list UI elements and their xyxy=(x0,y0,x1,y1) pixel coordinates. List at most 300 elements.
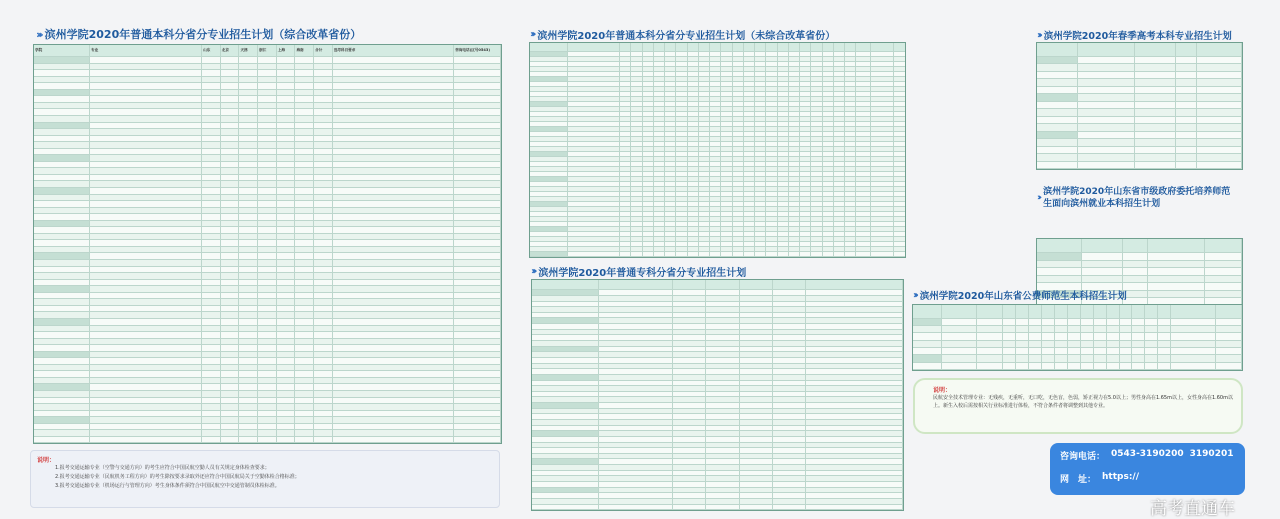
table-cell xyxy=(688,67,699,71)
table-cell xyxy=(1068,319,1081,325)
panel-5-table xyxy=(531,279,904,511)
table-cell xyxy=(295,90,314,96)
table-cell xyxy=(1148,276,1205,283)
table-cell xyxy=(740,386,773,391)
table-cell xyxy=(1205,261,1242,268)
table-cell xyxy=(295,221,314,227)
table-cell xyxy=(532,505,599,510)
table-cell xyxy=(258,214,277,220)
table-cell xyxy=(823,57,834,61)
table-cell xyxy=(643,212,654,216)
table-cell xyxy=(34,181,90,187)
table-cell xyxy=(699,242,710,246)
table-cell xyxy=(314,417,333,423)
table-cell xyxy=(740,426,773,431)
table-cell xyxy=(789,202,800,206)
table-cell xyxy=(314,299,333,305)
table-cell xyxy=(710,177,721,181)
table-cell xyxy=(654,97,665,101)
table-cell xyxy=(845,187,856,191)
table-cell xyxy=(871,52,894,56)
header-cell xyxy=(673,280,706,289)
table-cell xyxy=(834,87,845,91)
table-cell xyxy=(699,137,710,141)
table-cell xyxy=(778,162,789,166)
table-cell xyxy=(568,117,621,121)
table-cell xyxy=(202,424,221,430)
table-cell xyxy=(202,326,221,332)
table-cell xyxy=(620,237,631,241)
table-cell xyxy=(744,197,755,201)
table-cell xyxy=(90,352,202,358)
table-cell xyxy=(333,201,454,207)
table-cell xyxy=(295,201,314,207)
table-cell xyxy=(599,386,673,391)
table-cell xyxy=(721,247,732,251)
table-cell xyxy=(314,90,333,96)
table-cell xyxy=(665,57,676,61)
phone-number-1[interactable]: 0543-3190200 xyxy=(1111,449,1184,459)
table-cell xyxy=(673,409,706,414)
table-cell xyxy=(90,280,202,286)
table-cell xyxy=(34,175,90,181)
table-cell xyxy=(721,67,732,71)
table-cell xyxy=(258,77,277,83)
table-cell xyxy=(568,102,621,106)
phone-number-2[interactable]: 3190201 xyxy=(1189,449,1234,459)
table-cell xyxy=(699,177,710,181)
table-cell xyxy=(239,398,258,404)
table-cell xyxy=(744,107,755,111)
table-cell xyxy=(1055,319,1068,325)
table-cell xyxy=(90,391,202,397)
table-cell xyxy=(710,67,721,71)
table-cell xyxy=(454,299,501,305)
table-cell xyxy=(845,87,856,91)
table-cell xyxy=(710,127,721,131)
table-cell xyxy=(295,267,314,273)
table-cell xyxy=(913,333,942,339)
table-cell xyxy=(806,505,902,510)
table-cell xyxy=(1197,57,1242,63)
header-cell xyxy=(1145,305,1158,318)
table-cell xyxy=(773,409,806,414)
table-cell xyxy=(856,207,871,211)
table-cell xyxy=(239,162,258,168)
table-cell xyxy=(1037,139,1078,145)
table-cell xyxy=(811,92,822,96)
table-cell xyxy=(568,92,621,96)
table-cell xyxy=(532,448,599,453)
table-cell xyxy=(221,299,240,305)
table-cell xyxy=(277,312,296,318)
table-cell xyxy=(721,57,732,61)
table-cell xyxy=(823,122,834,126)
table-cell xyxy=(454,149,501,155)
table-cell xyxy=(1055,363,1068,369)
table-cell xyxy=(806,307,902,312)
table-cell xyxy=(706,302,739,307)
table-cell xyxy=(766,167,777,171)
table-cell xyxy=(258,332,277,338)
table-cell xyxy=(721,152,732,156)
table-cell xyxy=(811,72,822,76)
table-cell xyxy=(221,280,240,286)
header-cell xyxy=(800,43,811,51)
table-cell xyxy=(314,175,333,181)
table-cell xyxy=(789,212,800,216)
table-cell xyxy=(258,247,277,253)
table-cell xyxy=(239,208,258,214)
table-cell xyxy=(676,117,687,121)
table-cell xyxy=(530,172,568,176)
table-cell xyxy=(620,177,631,181)
table-cell xyxy=(643,252,654,256)
table-cell xyxy=(710,247,721,251)
table-cell xyxy=(871,107,894,111)
table-cell xyxy=(665,97,676,101)
table-cell xyxy=(221,90,240,96)
table-cell xyxy=(789,162,800,166)
table-cell xyxy=(744,177,755,181)
table-cell xyxy=(90,332,202,338)
table-cell xyxy=(721,137,732,141)
table-cell xyxy=(789,117,800,121)
table-cell xyxy=(856,177,871,181)
table-cell xyxy=(1042,363,1055,369)
header-cell xyxy=(1176,43,1197,56)
table-cell xyxy=(733,97,744,101)
table-cell xyxy=(676,187,687,191)
table-cell xyxy=(733,77,744,81)
website-link[interactable]: https:// xyxy=(1102,472,1139,482)
table-cell xyxy=(823,132,834,136)
table-cell xyxy=(631,187,642,191)
table-cell xyxy=(778,237,789,241)
table-cell xyxy=(239,253,258,259)
table-cell xyxy=(834,172,845,176)
table-cell xyxy=(834,67,845,71)
table-cell xyxy=(654,217,665,221)
table-cell xyxy=(295,240,314,246)
table-cell xyxy=(454,234,501,240)
table-cell xyxy=(688,157,699,161)
table-cell xyxy=(277,253,296,259)
table-cell xyxy=(258,162,277,168)
table-cell xyxy=(710,147,721,151)
table-cell xyxy=(789,177,800,181)
table-cell xyxy=(90,57,202,63)
table-cell xyxy=(688,167,699,171)
table-cell xyxy=(800,67,811,71)
table-cell xyxy=(239,411,258,417)
table-cell xyxy=(823,147,834,151)
table-cell xyxy=(755,117,766,121)
table-cell xyxy=(789,132,800,136)
table-cell xyxy=(239,299,258,305)
table-cell xyxy=(766,217,777,221)
header-cell xyxy=(871,43,894,51)
table-cell xyxy=(699,72,710,76)
table-cell xyxy=(706,426,739,431)
table-cell xyxy=(454,352,501,358)
table-cell xyxy=(699,182,710,186)
table-cell xyxy=(856,132,871,136)
table-cell xyxy=(806,352,902,357)
table-cell xyxy=(620,132,631,136)
table-cell xyxy=(620,227,631,231)
table-cell xyxy=(1197,94,1242,100)
table-cell xyxy=(295,129,314,135)
table-cell xyxy=(665,247,676,251)
table-cell xyxy=(823,207,834,211)
table-cell xyxy=(676,162,687,166)
table-cell xyxy=(871,207,894,211)
table-cell xyxy=(789,62,800,66)
table-cell xyxy=(834,97,845,101)
table-cell xyxy=(34,136,90,142)
table-cell xyxy=(530,112,568,116)
table-cell xyxy=(1037,268,1082,275)
table-cell xyxy=(277,260,296,266)
table-cell xyxy=(1016,363,1029,369)
table-cell xyxy=(530,92,568,96)
table-cell xyxy=(665,162,676,166)
table-cell xyxy=(530,192,568,196)
table-cell xyxy=(1003,333,1016,339)
table-cell xyxy=(221,345,240,351)
table-cell xyxy=(654,232,665,236)
table-cell xyxy=(454,260,501,266)
table-cell xyxy=(34,201,90,207)
table-cell xyxy=(773,420,806,425)
table-cell xyxy=(239,293,258,299)
table-cell xyxy=(333,123,454,129)
table-cell xyxy=(740,431,773,436)
table-cell xyxy=(454,70,501,76)
table-cell xyxy=(740,352,773,357)
table-cell xyxy=(773,448,806,453)
table-cell xyxy=(34,214,90,220)
table-cell xyxy=(1120,333,1133,339)
table-cell xyxy=(1042,333,1055,339)
table-cell xyxy=(733,117,744,121)
table-cell xyxy=(654,197,665,201)
table-cell xyxy=(1148,261,1205,268)
table-cell xyxy=(811,137,822,141)
table-cell xyxy=(706,443,739,448)
table-cell xyxy=(258,208,277,214)
table-cell xyxy=(454,273,501,279)
table-cell xyxy=(706,493,739,498)
table-cell xyxy=(699,187,710,191)
table-cell xyxy=(673,302,706,307)
table-cell xyxy=(221,70,240,76)
table-cell xyxy=(295,77,314,83)
table-cell xyxy=(871,167,894,171)
table-cell xyxy=(1055,326,1068,332)
table-cell xyxy=(90,83,202,89)
table-cell xyxy=(856,202,871,206)
table-cell xyxy=(766,172,777,176)
table-cell xyxy=(277,404,296,410)
table-cell xyxy=(706,471,739,476)
table-cell xyxy=(845,92,856,96)
table-cell xyxy=(295,391,314,397)
table-cell xyxy=(834,152,845,156)
table-cell xyxy=(654,107,665,111)
table-cell xyxy=(333,129,454,135)
table-cell xyxy=(314,384,333,390)
table-cell xyxy=(532,493,599,498)
table-cell xyxy=(532,426,599,431)
table-cell xyxy=(834,242,845,246)
table-cell xyxy=(277,195,296,201)
header-cell xyxy=(834,43,845,51)
table-cell xyxy=(871,117,894,121)
table-cell xyxy=(221,240,240,246)
table-cell xyxy=(710,192,721,196)
table-cell xyxy=(773,341,806,346)
table-cell xyxy=(740,296,773,301)
table-cell xyxy=(740,307,773,312)
table-row xyxy=(1037,132,1242,139)
table-cell xyxy=(766,207,777,211)
table-cell xyxy=(530,187,568,191)
table-cell xyxy=(239,306,258,312)
table-cell xyxy=(773,443,806,448)
table-cell xyxy=(673,341,706,346)
table-cell xyxy=(856,182,871,186)
table-cell xyxy=(1135,87,1176,93)
table-cell xyxy=(239,90,258,96)
table-cell xyxy=(1135,57,1176,63)
table-cell xyxy=(673,296,706,301)
table-cell xyxy=(676,67,687,71)
header-cell xyxy=(1120,305,1133,318)
table-cell xyxy=(643,197,654,201)
table-cell xyxy=(295,253,314,259)
table-cell xyxy=(806,403,902,408)
table-cell xyxy=(221,247,240,253)
table-cell xyxy=(314,227,333,233)
table-cell xyxy=(766,142,777,146)
table-cell xyxy=(90,90,202,96)
table-cell xyxy=(530,237,568,241)
table-cell xyxy=(314,319,333,325)
table-cell xyxy=(631,102,642,106)
table-cell xyxy=(277,109,296,115)
table-cell xyxy=(721,82,732,86)
table-cell xyxy=(221,103,240,109)
table-cell xyxy=(766,62,777,66)
table-cell xyxy=(568,67,621,71)
table-cell xyxy=(688,137,699,141)
table-cell xyxy=(599,414,673,419)
table-cell xyxy=(699,147,710,151)
table-cell xyxy=(631,127,642,131)
table-cell xyxy=(800,112,811,116)
table-cell xyxy=(789,237,800,241)
table-cell xyxy=(676,252,687,256)
table-cell xyxy=(721,192,732,196)
table-cell xyxy=(454,365,501,371)
table-cell xyxy=(1094,348,1107,354)
table-cell xyxy=(665,222,676,226)
table-cell xyxy=(90,227,202,233)
table-cell xyxy=(733,112,744,116)
table-cell xyxy=(871,112,894,116)
table-cell xyxy=(277,358,296,364)
table-cell xyxy=(654,117,665,121)
table-cell xyxy=(673,414,706,419)
table-cell xyxy=(665,212,676,216)
table-cell xyxy=(710,142,721,146)
table-cell xyxy=(568,232,621,236)
table-cell xyxy=(766,72,777,76)
table-cell xyxy=(1171,341,1216,347)
table-cell xyxy=(823,102,834,106)
table-cell xyxy=(295,149,314,155)
table-cell xyxy=(706,386,739,391)
table-cell xyxy=(1197,79,1242,85)
header-cell: 咨询电话(区号0543) xyxy=(454,45,501,56)
header-cell xyxy=(1037,43,1078,56)
table-cell xyxy=(258,70,277,76)
table-cell xyxy=(620,247,631,251)
table-cell xyxy=(789,107,800,111)
table-cell xyxy=(202,83,221,89)
table-cell xyxy=(806,364,902,369)
table-cell xyxy=(568,87,621,91)
table-cell xyxy=(643,217,654,221)
table-cell xyxy=(665,82,676,86)
table-cell xyxy=(631,242,642,246)
table-cell xyxy=(530,122,568,126)
table-cell xyxy=(733,192,744,196)
table-cell xyxy=(295,273,314,279)
table-cell xyxy=(789,67,800,71)
table-cell xyxy=(1037,276,1082,283)
table-cell xyxy=(733,197,744,201)
table-cell xyxy=(333,286,454,292)
table-cell xyxy=(620,72,631,76)
table-cell xyxy=(1132,348,1145,354)
table-cell xyxy=(856,107,871,111)
table-cell xyxy=(800,217,811,221)
table-cell xyxy=(1068,326,1081,332)
chevron-right-icon: ››› xyxy=(1037,193,1040,203)
table-cell xyxy=(811,212,822,216)
table-cell xyxy=(90,136,202,142)
table-cell xyxy=(733,122,744,126)
table-cell xyxy=(806,392,902,397)
table-cell xyxy=(744,82,755,86)
table-cell xyxy=(1216,355,1242,361)
table-cell xyxy=(845,197,856,201)
table-cell xyxy=(778,212,789,216)
table-cell xyxy=(1094,355,1107,361)
table-cell xyxy=(977,348,1003,354)
table-cell xyxy=(871,197,894,201)
table-cell xyxy=(530,67,568,71)
table-cell xyxy=(654,87,665,91)
table-cell xyxy=(631,157,642,161)
table-cell xyxy=(620,197,631,201)
table-cell xyxy=(314,109,333,115)
table-cell xyxy=(699,157,710,161)
table-cell xyxy=(1176,87,1197,93)
